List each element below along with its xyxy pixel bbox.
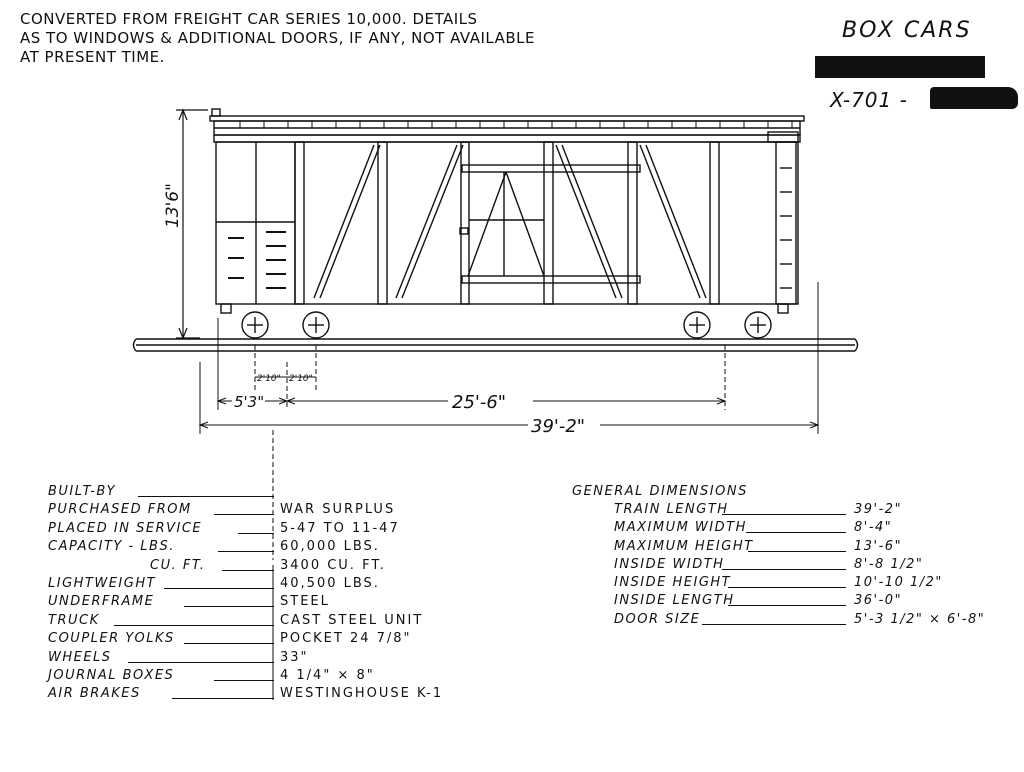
roof-walk (210, 109, 804, 142)
diagonal-braces (314, 145, 706, 298)
spec-label: PLACED IN SERVICE (48, 520, 203, 536)
dimension-label: INSIDE WIDTH (614, 556, 725, 572)
spec-label: JOURNAL BOXES (48, 667, 175, 683)
leader-line (748, 551, 846, 552)
leader-line (164, 588, 274, 589)
spec-value: WESTINGHOUSE K-1 (280, 686, 444, 702)
overall-dim-label: 39'-2" (531, 416, 586, 437)
leader-line (184, 606, 274, 607)
spec-label: AIR BRAKES (48, 686, 141, 702)
leader-line (722, 569, 846, 570)
centers-dim-label: 25'-6" (452, 392, 507, 413)
car-number: X-701 - (830, 88, 908, 112)
leader-line (218, 551, 274, 552)
spec-label: WHEELS (48, 649, 112, 665)
dimension-value: 8'-8 1/2" (854, 556, 924, 572)
leader-line (214, 680, 274, 681)
leader-line (128, 662, 274, 663)
general-dimensions-heading: GENERAL DIMENSIONS (572, 484, 748, 499)
spec-label: UNDERFRAME (48, 594, 155, 610)
leader-line (702, 624, 846, 625)
leader-line (238, 533, 274, 534)
spec-value: 5-47 TO 11-47 (280, 520, 400, 536)
dimension-row (572, 611, 986, 630)
leader-line (222, 570, 274, 571)
dimension-row (572, 593, 903, 611)
leader-line (728, 587, 846, 588)
spec-label: CAPACITY - LBS. (48, 539, 175, 555)
spec-value: 33" (280, 649, 309, 665)
car-body (216, 142, 798, 304)
dimension-label: MAXIMUM WIDTH (614, 520, 747, 536)
leader-line (722, 514, 846, 515)
spec-label: PURCHASED FROM (48, 502, 192, 518)
dimension-value: 13'-6" (854, 538, 903, 554)
wheels (242, 312, 771, 338)
end-ladder (776, 142, 796, 304)
leader-line (114, 625, 274, 626)
spec-label: BUILT-BY (48, 484, 117, 499)
door (460, 165, 640, 283)
spec-value: 3400 CU. FT. (280, 557, 386, 573)
dimension-label: INSIDE HEIGHT (614, 575, 732, 591)
spec-value: STEEL (280, 594, 330, 610)
dimension-value: 39'-2" (854, 502, 903, 517)
spec-value: 60,000 LBS. (280, 539, 380, 555)
axle-dim-left-label: 2'10" (257, 374, 281, 384)
dimension-row (572, 538, 903, 557)
end-dim-label: 5'3" (234, 393, 265, 411)
height-dim-label: 13'6" (163, 183, 183, 228)
spec-value: WAR SURPLUS (280, 502, 396, 518)
dimension-label: DOOR SIZE (614, 611, 701, 627)
spec-value: CAST STEEL UNIT (280, 612, 424, 628)
dimension-value: 5'-3 1/2" × 6'-8" (854, 611, 986, 627)
spec-value: POCKET 24 7/8" (280, 631, 412, 647)
dimension-row (572, 502, 903, 520)
leader-line (172, 698, 274, 699)
dimension-label: INSIDE LENGTH (614, 593, 735, 609)
axle-dim-right-label: 2'10" (289, 374, 313, 384)
spec-value: 40,500 LBS. (280, 575, 380, 591)
spec-value: 4 1/4" × 8" (280, 667, 375, 683)
leader-line (138, 496, 274, 497)
dimension-row (572, 556, 924, 575)
spec-label: LIGHTWEIGHT (48, 575, 157, 591)
dimension-value: 36'-0" (854, 593, 903, 609)
dimension-row (572, 575, 943, 593)
rail (134, 339, 858, 351)
header-line-3: AT PRESENT TIME. (20, 48, 165, 66)
leader-line (214, 514, 274, 515)
dimension-label: MAXIMUM HEIGHT (614, 538, 754, 554)
dimension-value: 8'-4" (854, 520, 893, 536)
dimension-label: TRAIN LENGTH (614, 502, 729, 517)
general-dimensions (572, 484, 986, 630)
leader-line (728, 605, 846, 606)
spec-label: TRUCK (48, 612, 100, 628)
leader-line (184, 643, 274, 644)
dimension-row (572, 520, 893, 538)
header-line-2: AS TO WINDOWS & ADDITIONAL DOORS, IF ANY, NOT AVAILABLE (20, 29, 535, 47)
spec-label: COUPLER YOLKS (48, 631, 175, 647)
dimension-value: 10'-10 1/2" (854, 575, 943, 591)
leader-line (746, 532, 846, 533)
page-title: BOX CARS (842, 18, 972, 43)
header-line-1: CONVERTED FROM FREIGHT CAR SERIES 10,000. DETAILS (20, 10, 478, 28)
spec-label: CU. FT. (150, 557, 206, 573)
